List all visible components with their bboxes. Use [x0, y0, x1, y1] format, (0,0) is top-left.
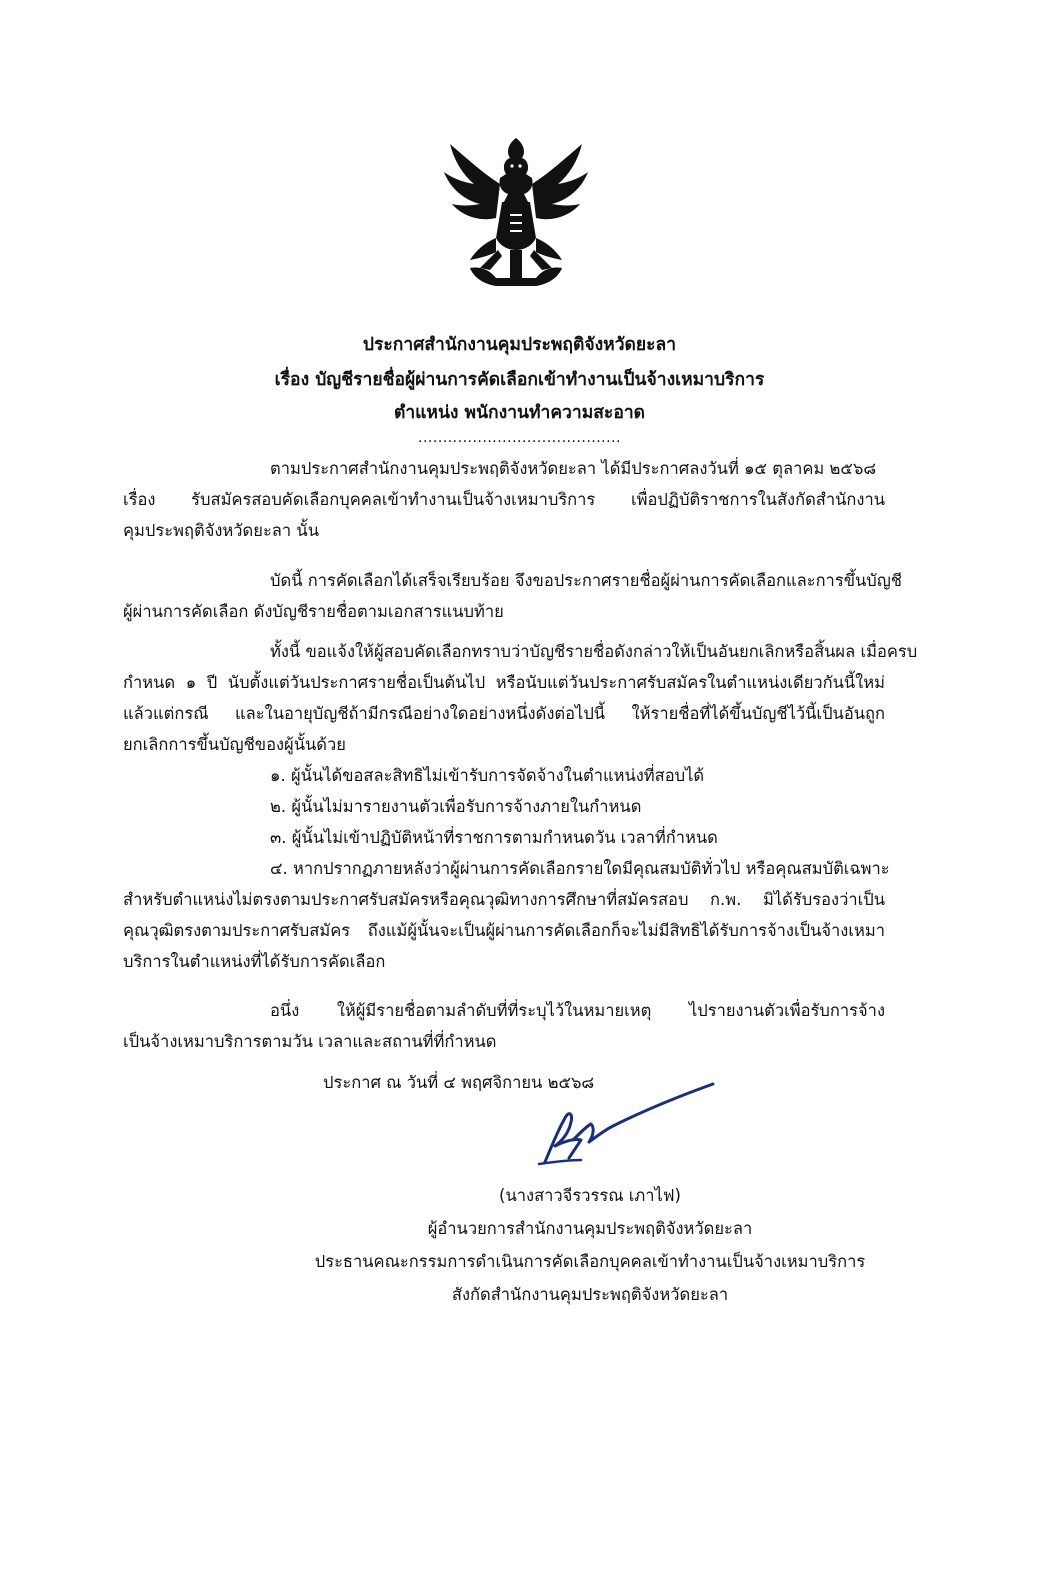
- announcement-position: ตำแหน่ง พนักงานทำความสะอาด: [393, 403, 646, 423]
- list-item-cont: บริการในตำแหน่งที่ได้รับการคัดเลือก: [123, 952, 386, 971]
- signatory-committee-role: ประธานคณะกรรมการดำเนินการคัดเลือกบุคคลเข้าทำงานเป็นจ้างเหมาบริการ: [314, 1252, 866, 1271]
- para1-line2: เรื่อง รับสมัครสอบคัดเลือกบุคคลเข้าทำงานเป็นจ้างเหมาบริการ เพื่อปฏิบัติราชการในสังกัดสำนักงาน: [123, 490, 885, 509]
- para3-line2: กำหนด ๑ ปี นับตั้งแต่วันประกาศรายชื่อเป็นต้นไป หรือนับแต่วันประกาศรับสมัครในตำแหน่งเดียวกันนี้ใหม่: [123, 673, 885, 692]
- para2-line1: บัดนี้ การคัดเลือกได้เสร็จเรียบร้อย จึงขอประกาศรายชื่อผู้ผ่านการคัดเลือกและการขึ้นบัญชี: [270, 571, 902, 590]
- announcement-subject: เรื่อง บัญชีรายชื่อผู้ผ่านการคัดเลือกเข้าทำงานเป็นจ้างเหมาบริการ: [274, 370, 765, 390]
- para3-line1: ทั้งนี้ ขอแจ้งให้ผู้สอบคัดเลือกทราบว่าบัญชีรายชื่อดังกล่าวให้เป็นอันยกเลิกหรือสิ้นผล เมื่อครบ: [270, 642, 918, 661]
- title-separator: .........................................: [418, 430, 621, 446]
- garuda-emblem-icon: [440, 138, 592, 288]
- list-item: ๑. ผู้นั้นได้ขอสละสิทธิไม่เข้ารับการจัดจ้างในตำแหน่งที่สอบได้: [270, 766, 705, 785]
- announcement-title: ประกาศสำนักงานคุมประพฤติจังหวัดยะลา: [362, 335, 677, 355]
- signatory-name: (นางสาวจีรวรรณ เภาไฟ): [499, 1186, 681, 1205]
- para4-line1: อนึ่ง ให้ผู้มีรายชื่อตามลำดับที่ที่ระบุไว้ในหมายเหตุ ไปรายงานตัวเพื่อรับการจ้าง: [270, 1001, 885, 1020]
- signatory-office: สังกัดสำนักงานคุมประพฤติจังหวัดยะลา: [451, 1285, 729, 1304]
- para2-line2: ผู้ผ่านการคัดเลือก ดังบัญชีรายชื่อตามเอกสารแนบท้าย: [123, 602, 504, 621]
- signatory-position: ผู้อำนวยการสำนักงานคุมประพฤติจังหวัดยะลา: [427, 1219, 753, 1238]
- handwritten-signature-icon: [533, 1080, 718, 1170]
- list-item-cont: สำหรับตำแหน่งไม่ตรงตามประกาศรับสมัครหรือคุณวุฒิทางการศึกษาที่สมัครสอบ ก.พ. มิได้รับรองว่าเป็น: [123, 890, 885, 909]
- para3-line4: ยกเลิกการขึ้นบัญชีของผู้นั้นด้วย: [123, 735, 346, 754]
- announce-date: ประกาศ ณ วันที่ ๔ พฤศจิกายน ๒๕๖๘: [323, 1073, 595, 1092]
- list-item: ๒. ผู้นั้นไม่มารายงานตัวเพื่อรับการจ้างภายในกำหนด: [270, 797, 642, 816]
- para4-line2: เป็นจ้างเหมาบริการตามวัน เวลาและสถานที่ที่กำหนด: [123, 1032, 497, 1051]
- list-item: ๔. หากปรากฏภายหลังว่าผู้ผ่านการคัดเลือกรายใดมีคุณสมบัติทั่วไป หรือคุณสมบัติเฉพาะ: [270, 859, 890, 878]
- list-item-cont: คุณวุฒิตรงตามประกาศรับสมัคร ถึงแม้ผู้นั้นจะเป็นผู้ผ่านการคัดเลือกก็จะไม่มีสิทธิได้รับการจ้างเป็นจ้างเหมา: [123, 921, 885, 940]
- para1-line1: ตามประกาศสำนักงานคุมประพฤติจังหวัดยะลา ได้มีประกาศลงวันที่ ๑๕ ตุลาคม ๒๕๖๘: [270, 459, 877, 478]
- list-item: ๓. ผู้นั้นไม่เข้าปฏิบัติหน้าที่ราชการตามกำหนดวัน เวลาที่กำหนด: [270, 828, 718, 847]
- para3-line3: แล้วแต่กรณี และในอายุบัญชีถ้ามีกรณีอย่างใดอย่างหนึ่งดังต่อไปนี้ ให้รายชื่อที่ได้ขึ้นบัญชีไว้นี้เป็นอันถูก: [123, 704, 885, 723]
- para1-line3: คุมประพฤติจังหวัดยะลา นั้น: [123, 521, 319, 540]
